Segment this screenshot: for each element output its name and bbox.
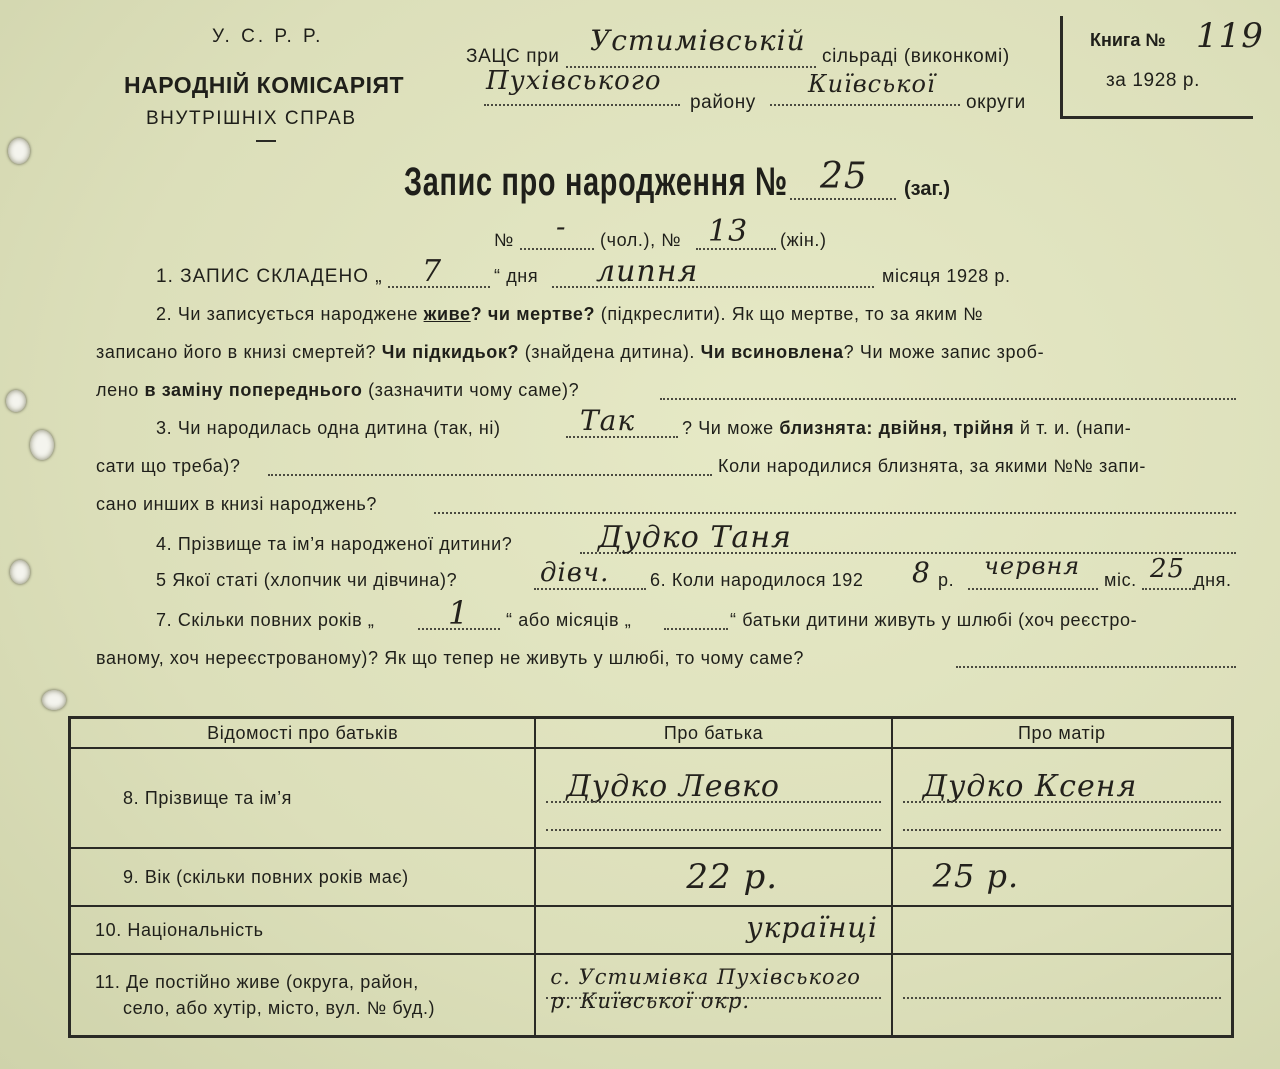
item-2-line-2 bbox=[96, 342, 1044, 363]
item-3-etc: й т. и. (напи- bbox=[1019, 418, 1132, 438]
district-handwritten: Пухівського bbox=[486, 66, 662, 96]
item-2-alive-q: ? чи bbox=[470, 304, 511, 324]
item-1-month-handwritten: липня bbox=[596, 254, 699, 289]
item-3-line-3: сано инших в книзі народжень? bbox=[96, 494, 378, 514]
item-2-death-book: записано його в книзі смертей? bbox=[96, 342, 377, 362]
table-header-father: Про батька bbox=[535, 718, 891, 749]
item-4-label: 4. Прізвище та ім’я народженої дитини? bbox=[156, 534, 513, 554]
ussr-label: У. С. Р. Р. bbox=[212, 26, 324, 47]
item-1-day-label: “ дня bbox=[494, 266, 539, 286]
item-2-rest: (підкреслити). Як що мертве, то за яким № bbox=[600, 304, 984, 324]
item-2-line bbox=[660, 398, 1236, 400]
zags-prefix: ЗАЦС при bbox=[466, 46, 560, 67]
item-2-why: (зазначити чому саме)? bbox=[368, 380, 580, 400]
male-line bbox=[520, 248, 594, 250]
father-name-handwritten: Дудко Левко bbox=[566, 769, 780, 804]
item-2-found-child: (знайдена дитина). bbox=[524, 342, 696, 362]
header-dash bbox=[256, 140, 276, 142]
item-2-replacement: в заміну попереднього bbox=[144, 380, 363, 400]
item-2-made: лено bbox=[96, 380, 139, 400]
female-number-handwritten: 13 bbox=[708, 214, 749, 249]
row-8-mother bbox=[892, 748, 1233, 848]
row-10-father bbox=[535, 906, 891, 954]
birth-day-handwritten: 25 bbox=[1150, 554, 1186, 584]
marriage-years-handwritten: 1 bbox=[448, 594, 470, 632]
row-10-label-text: 10. Національність bbox=[95, 919, 264, 940]
item-3-line-1-a: 3. Чи народилась одна дитина (так, ні) bbox=[156, 418, 501, 438]
male-number-handwritten: - bbox=[556, 210, 567, 243]
item-1-label: 1. ЗАПИС СКЛАДЕНО „ bbox=[156, 266, 383, 287]
punch-hole bbox=[30, 430, 54, 460]
item-6-month-label: міс. bbox=[1104, 570, 1137, 590]
item-5-line bbox=[534, 588, 646, 590]
item-2-could-be: ? Чи може запис зроб- bbox=[843, 342, 1045, 362]
zags-council-handwritten: Устимівській bbox=[590, 24, 806, 57]
item-2-line-3 bbox=[96, 380, 579, 401]
birth-year-handwritten: 8 bbox=[912, 556, 931, 589]
zags-suffix: сільраді (виконкомі) bbox=[822, 46, 1010, 67]
male-label: (чол.), № bbox=[600, 230, 682, 250]
punch-hole bbox=[6, 390, 26, 412]
item-7-rest: “ батьки дитини живуть у шлюбі (хоч реєстро- bbox=[730, 610, 1138, 630]
item-3-could: ? Чи може bbox=[682, 418, 774, 438]
item-2-question: 2. Чи записується народжене bbox=[156, 304, 418, 324]
district-label: району bbox=[690, 92, 756, 113]
item-6-year-label: р. bbox=[938, 570, 955, 590]
item-6-day-line bbox=[1142, 588, 1194, 590]
item-7-line-2-dots bbox=[956, 666, 1236, 668]
district-line bbox=[484, 104, 680, 106]
row-11-label bbox=[70, 954, 536, 1036]
book-number-handwritten: 119 bbox=[1196, 16, 1264, 56]
item-3-twins: близнята: двійня, трійня bbox=[779, 418, 1015, 438]
item-3-line-2 bbox=[268, 474, 712, 476]
item-1-day-handwritten: 7 bbox=[422, 254, 443, 289]
item-7-line-2: ваному, хоч нереєстрованому)? Як що тепер не живуть у шлюбі, то чому саме? bbox=[96, 648, 804, 668]
item-2-foundling: Чи підкидьок? bbox=[381, 342, 520, 362]
okrug-handwritten: Київської bbox=[808, 70, 936, 98]
row-11-label-line-2: село, або хутір, місто, вул. № буд.) bbox=[123, 997, 436, 1018]
record-number-handwritten: 25 bbox=[820, 156, 868, 197]
title-line2-prefix: № bbox=[494, 230, 514, 250]
row-9-label-text: 9. Вік (скільки повних років має) bbox=[123, 866, 409, 887]
mother-age-handwritten: 25 р. bbox=[932, 857, 1020, 895]
item-3-line-2-a: сати що треба)? bbox=[96, 456, 241, 476]
row-8-father bbox=[535, 748, 891, 848]
row-11-mother bbox=[892, 954, 1233, 1036]
row-11-father bbox=[535, 954, 891, 1036]
table-header-info: Відомості про батьків bbox=[70, 718, 536, 749]
title-number-line bbox=[790, 198, 896, 200]
row-10-label bbox=[70, 906, 536, 954]
item-5-label: 5 Якої статі (хлопчик чи дівчина)? bbox=[156, 570, 458, 590]
item-1-month-label: місяця 1928 р. bbox=[882, 266, 1011, 286]
commissariat-title: НАРОДНІЙ КОМІСАРІЯТ bbox=[124, 72, 405, 98]
item-2-line-1 bbox=[156, 304, 983, 325]
table-header-mother: Про матір bbox=[892, 718, 1233, 749]
okrug-line bbox=[770, 104, 960, 106]
parents-table bbox=[68, 716, 1234, 1038]
row-9-mother bbox=[892, 848, 1233, 906]
row-11-label-line-1: 11. Де постійно живе (округа, район, bbox=[95, 971, 419, 992]
item-6-month-line bbox=[968, 588, 1098, 590]
child-sex-handwritten: дівч. bbox=[540, 558, 610, 588]
item-2-alive: живе bbox=[423, 304, 471, 324]
birth-month-handwritten: червня bbox=[984, 552, 1081, 580]
row-8-label bbox=[70, 748, 536, 848]
book-year: за 1928 р. bbox=[1106, 70, 1200, 91]
punch-hole bbox=[8, 138, 30, 164]
residence-handwritten: с. Устимівка Пухівського р. Київської окр. bbox=[550, 965, 861, 1013]
item-6-label: 6. Коли народилося 192 bbox=[650, 570, 864, 590]
item-7-label: 7. Скільки повних років „ bbox=[156, 610, 375, 630]
child-name-handwritten: Дудко Таня bbox=[598, 520, 792, 555]
row-8-label-text: 8. Прізвище та ім’я bbox=[123, 787, 293, 808]
row-9-label bbox=[70, 848, 536, 906]
page-title: Запис про народження № bbox=[404, 160, 788, 204]
item-3-line-3-dots bbox=[434, 512, 1236, 514]
female-label: (жін.) bbox=[780, 230, 827, 250]
title-suffix: (заг.) bbox=[904, 178, 951, 200]
item-3-line-2-b: Коли народилися близнята, за якими №№ запи- bbox=[718, 456, 1147, 476]
row-9-father bbox=[535, 848, 891, 906]
nationality-handwritten: українці bbox=[746, 911, 878, 944]
mother-name-handwritten: Дудко Ксеня bbox=[922, 769, 1138, 804]
book-label: Книга № bbox=[1090, 30, 1166, 50]
item-7-months-line bbox=[664, 628, 728, 630]
punch-hole bbox=[10, 560, 30, 584]
item-6-day-label: дня. bbox=[1194, 570, 1232, 590]
item-7-months-label: “ або місяців „ bbox=[506, 610, 632, 630]
father-age-handwritten: 22 р. bbox=[686, 857, 779, 897]
internal-affairs-label: ВНУТРІШНІХ СПРАВ bbox=[146, 108, 357, 129]
item-2-adopted: Чи всиновлена bbox=[700, 342, 844, 362]
item-3-one-handwritten: Так bbox=[580, 404, 636, 437]
row-10-mother bbox=[892, 906, 1233, 954]
item-2-dead: мертве? bbox=[516, 304, 596, 324]
item-3-line-1-rest bbox=[682, 418, 1131, 439]
punch-hole bbox=[42, 690, 66, 710]
okrug-label: округи bbox=[966, 92, 1026, 113]
